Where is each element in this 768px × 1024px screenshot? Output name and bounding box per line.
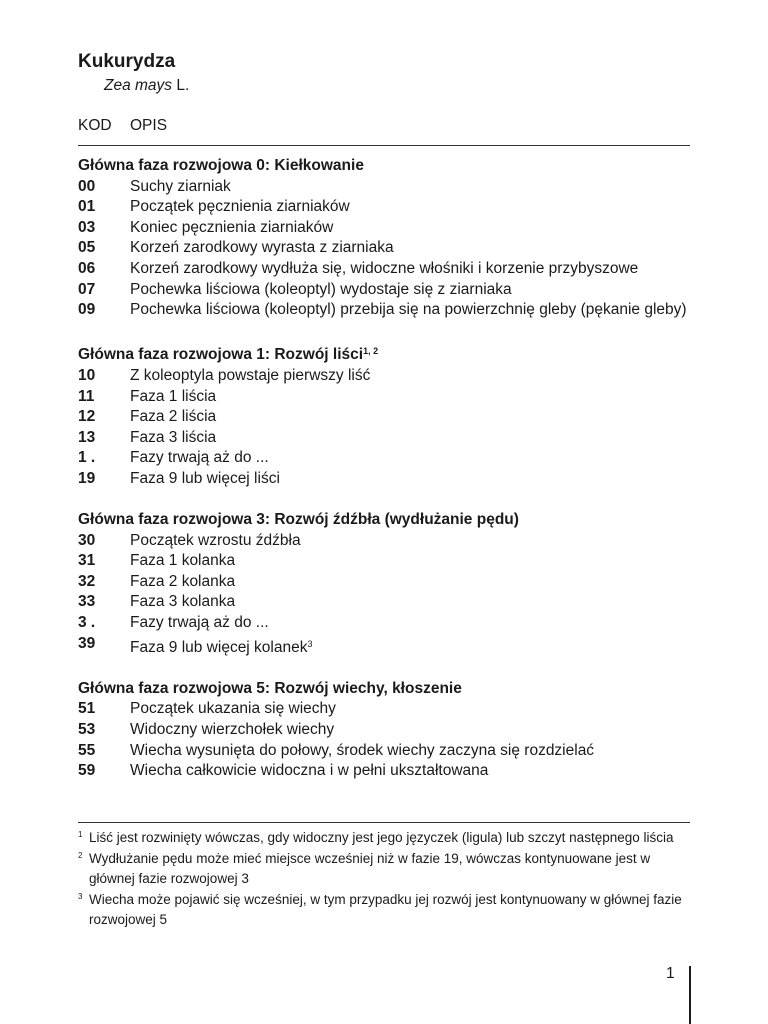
footnote-divider [78, 822, 690, 823]
stage-description-text: Koniec pęcznienia ziarniaków [130, 218, 334, 236]
growth-stage-section [78, 156, 690, 321]
footnote-mark: 2 [78, 850, 83, 860]
stage-row [78, 448, 690, 469]
stage-description [130, 239, 394, 256]
section-title-text: Główna faza rozwojowa 0: Kiełkowanie [78, 157, 364, 174]
stage-description-text: Faza 3 kolanka [130, 593, 236, 611]
section-title [78, 156, 690, 177]
stage-row [78, 761, 690, 782]
stage-row [78, 531, 690, 552]
stage-description [130, 281, 512, 298]
stage-row [78, 197, 690, 218]
stage-description-text: Faza 2 kolanka [130, 572, 236, 590]
stage-code: 11 [78, 387, 95, 405]
stage-description-text: Korzeń zarodkowy wydłuża się, widoczne włośniki i korzenie przybyszowe [130, 259, 639, 277]
stage-description [130, 614, 269, 631]
stage-description [130, 700, 336, 717]
stage-description [130, 260, 638, 277]
stage-description-text: Faza 2 liścia [130, 408, 217, 426]
section-title [78, 510, 690, 531]
stage-description-text: Wiecha wysunięta do połowy, środek wiechy zaczyna się rozdzielać [130, 741, 595, 759]
page-number: 1 [666, 965, 675, 982]
stage-description-text: Początek pęcznienia ziarniaków [130, 198, 350, 216]
stage-row [78, 259, 690, 280]
stage-row [78, 218, 690, 239]
page-edge-bar [689, 966, 691, 1024]
column-header-description: OPIS [130, 117, 168, 134]
stage-row [78, 741, 690, 762]
footnote-text: Wiecha może pojawić się wcześniej, w tym przypadku jej rozwój jest kontynuowany w głównej fazie rozwojowej 5 [89, 891, 682, 927]
stage-code: 31 [78, 552, 96, 570]
stage-description [130, 470, 280, 487]
stage-description [130, 198, 350, 215]
stage-code: 00 [78, 177, 96, 195]
stage-description-text: Faza 9 lub więcej liści [130, 469, 280, 487]
header-divider [78, 145, 690, 146]
stage-description-text: Pochewka liściowa (koleoptyl) wydostaje się z ziarniaka [130, 280, 512, 298]
stage-description-text: Fazy trwają aż do ... [130, 449, 269, 467]
stage-row [78, 720, 690, 741]
stage-row [78, 177, 690, 198]
stage-row [78, 592, 690, 613]
stage-code: 09 [78, 301, 96, 319]
stage-row [78, 634, 690, 659]
stage-description [130, 532, 301, 549]
stage-description-text: Widoczny wierzchołek wiechy [130, 721, 335, 739]
growth-stage-section [78, 510, 690, 658]
stage-row [78, 407, 690, 428]
stage-code: 55 [78, 741, 96, 759]
stage-code: 30 [78, 531, 96, 549]
stage-code: 13 [78, 428, 96, 446]
stage-row [78, 572, 690, 593]
footnote-reference: 3 [307, 638, 313, 649]
footnote-reference: 1, 2 [363, 346, 379, 357]
stage-description [130, 301, 687, 318]
stage-description-text: Faza 1 kolanka [130, 552, 236, 570]
stage-code: 51 [78, 700, 96, 718]
stage-row [78, 280, 690, 301]
stage-row [78, 551, 690, 572]
stage-code: 3 . [78, 614, 96, 632]
stage-description [130, 219, 333, 236]
stage-description-text: Faza 1 liścia [130, 387, 217, 405]
species-name [104, 76, 189, 96]
stage-description [130, 408, 216, 425]
stage-description-text: Suchy ziarniak [130, 177, 231, 195]
column-header-code: KOD [78, 117, 112, 134]
stage-description [130, 388, 216, 405]
stage-code: 1 . [78, 449, 96, 467]
stage-description-text: Początek wzrostu źdźbła [130, 531, 301, 549]
stage-code: 06 [78, 259, 96, 277]
stage-code: 39 [78, 634, 96, 652]
stage-row [78, 613, 690, 634]
stage-code: 07 [78, 280, 96, 298]
footnote-mark: 3 [78, 891, 83, 901]
growth-stage-list [78, 156, 690, 802]
section-title-text: Główna faza rozwojowa 1: Rozwój liści [78, 346, 364, 364]
stage-description-text: Korzeń zarodkowy wyrasta z ziarniaka [130, 239, 394, 257]
stage-description [130, 367, 370, 384]
stage-row [78, 238, 690, 259]
stage-code: 59 [78, 762, 96, 780]
section-title-text: Główna faza rozwojowa 5: Rozwój wiechy, kłoszenie [78, 679, 462, 697]
stage-description-text: Fazy trwają aż do ... [130, 614, 269, 632]
stage-row [78, 469, 690, 490]
species-latin: Zea mays [104, 77, 173, 94]
footnote [78, 849, 690, 890]
stage-row [78, 428, 690, 449]
stage-description [130, 721, 334, 738]
section-title [78, 679, 690, 700]
stage-code: 03 [78, 218, 96, 236]
stage-row [78, 366, 690, 387]
stage-code: 19 [78, 469, 96, 487]
stage-row [78, 387, 690, 408]
stage-description-text: Z koleoptyla powstaje pierwszy liść [130, 366, 371, 384]
stage-description [130, 429, 216, 446]
stage-code: 33 [78, 593, 96, 611]
stage-code: 05 [78, 239, 96, 257]
stage-description [130, 573, 235, 590]
species-author: L. [172, 77, 190, 94]
stage-description [130, 449, 269, 466]
growth-stage-section [78, 341, 690, 489]
stage-row [78, 699, 690, 720]
footnote-text: Wydłużanie pędu może mieć miejsce wcześniej niż w fazie 19, wówczas kontynuowane jest w głównej fazie rozwojowej 3 [89, 850, 651, 886]
footnote-text: Liść jest rozwinięty wówczas, gdy widoczny jest jego języczek (ligula) lub szczyt następnego liścia [89, 830, 674, 845]
stage-description [130, 762, 488, 779]
stage-row [78, 300, 690, 321]
stage-description-text: Pochewka liściowa (koleoptyl) przebija się na powierzchnię gleby (pękanie gleby) [130, 301, 687, 319]
growth-stage-section [78, 679, 690, 782]
page-title: Kukurydza [78, 51, 176, 72]
stage-description [130, 593, 235, 610]
stage-description-text: Faza 9 lub więcej kolanek [130, 638, 308, 656]
stage-description [130, 742, 594, 759]
footnote-mark: 1 [78, 830, 83, 839]
stage-code: 10 [78, 366, 96, 384]
stage-description-text: Początek ukazania się wiechy [130, 700, 336, 718]
footnotes [78, 828, 690, 931]
footnote [78, 828, 690, 849]
stage-code: 01 [78, 198, 96, 216]
stage-code: 12 [78, 408, 96, 426]
stage-description [130, 639, 313, 656]
footnote [78, 890, 690, 931]
stage-description-text: Faza 3 liścia [130, 428, 217, 446]
stage-code: 32 [78, 572, 96, 590]
stage-description-text: Wiecha całkowicie widoczna i w pełni ukształtowana [130, 762, 489, 780]
section-title [78, 341, 690, 366]
section-title-text: Główna faza rozwojowa 3: Rozwój źdźbła (wydłużanie pędu) [78, 511, 519, 529]
stage-description [130, 178, 231, 195]
stage-code: 53 [78, 721, 96, 739]
stage-description [130, 552, 235, 569]
